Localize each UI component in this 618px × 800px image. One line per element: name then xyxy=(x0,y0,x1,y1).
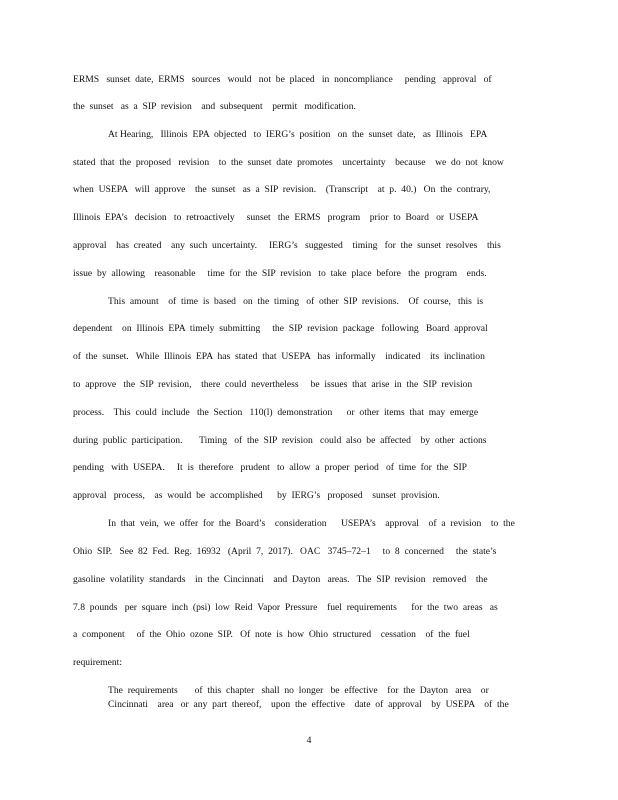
block-quote-line: The requirements of this chapter shall no longer be effective for the Dayton area or xyxy=(108,685,489,696)
text-line: issue by allowing reasonable time for the SIP revision to take place before the program ends. xyxy=(73,268,487,279)
text-line: approval process, as would be accomplished by IERG’s proposed sunset provision. xyxy=(73,490,440,501)
text-line: stated that the proposed revision to the sunset date promotes uncertainty because we do not know xyxy=(73,157,504,168)
text-line: Ohio SIP. See 82 Fed. Reg. 16932 (April 7, 2017). OAC 3745–72–1 to 8 concerned the state’s xyxy=(73,546,497,557)
text-line: At Hearing, Illinois EPA objected to IERG’s position on the sunset date, as Illinois EPA xyxy=(108,129,488,140)
text-line: a component of the Ohio ozone SIP. Of note is how Ohio structured cessation of the fuel xyxy=(73,629,470,640)
text-line: 7.8 pounds per square inch (psi) low Reid Vapor Pressure fuel requirements for the two areas as xyxy=(73,602,498,613)
text-line: process. This could include the Section 110(l) demonstration or other items that may emerge xyxy=(73,407,479,418)
text-line: In that vein, we offer for the Board’s consideration USEPA’s approval of a revision to the xyxy=(108,518,515,529)
page-number: 4 xyxy=(306,735,312,746)
text-line: pending with USEPA. It is therefore prudent to allow a proper period of time for the SIP xyxy=(73,462,467,473)
text-line: requirement: xyxy=(73,657,123,668)
text-line: dependent on Illinois EPA timely submitting the SIP revision package following Board approval xyxy=(73,323,488,334)
text-line: This amount of time is based on the timing of other SIP revisions. Of course, this is xyxy=(108,296,484,307)
text-line: when USEPA will approve the sunset as a SIP revision. (Transcript at p. 40.) On the contrary, xyxy=(73,184,491,195)
text-line: ERMS sunset date, ERMS sources would not be placed in noncompliance pending approval of xyxy=(73,74,492,85)
text-line: to approve the SIP revision, there could nevertheless be issues that arise in the SIP revision xyxy=(73,379,473,390)
text-line: of the sunset. While Illinois EPA has stated that USEPA has informally indicated its inclination xyxy=(73,351,485,362)
block-quote-line: Cincinnati area or any part thereof, upon the effective date of approval by USEPA of the xyxy=(108,699,509,710)
text-line: Illinois EPA’s decision to retroactively sunset the ERMS program prior to Board or USEPA xyxy=(73,212,479,223)
text-line: approval has created any such uncertainty. IERG’s suggested timing for the sunset resolves this xyxy=(73,240,501,251)
text-line: the sunset as a SIP revision and subsequent permit modification. xyxy=(73,101,356,112)
text-line: during public participation. Timing of the SIP revision could also be affected by other actions xyxy=(73,435,487,446)
text-line: gasoline volatility standards in the Cincinnati and Dayton areas. The SIP revision removed the xyxy=(73,574,488,585)
